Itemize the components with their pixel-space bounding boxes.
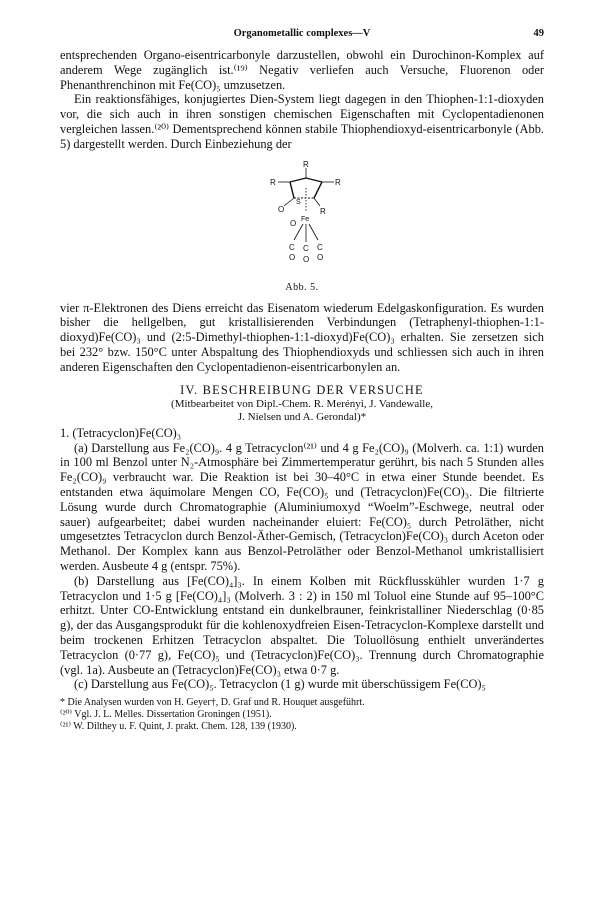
page-number: 49 [533, 28, 544, 39]
figure-caption: Abb. 5. [285, 281, 319, 293]
page [60, 28, 544, 733]
section-credit-line-1: (Mitbearbeitet von Dipl.-Chem. R. Merényi, J. Vandewalle, [171, 397, 433, 410]
label-s: S [296, 198, 301, 206]
paragraph-c: (c) Darstellung aus Fe(CO)₅. Tetracyclon (1 g) wurde mit überschüssigem Fe(CO)₅ [74, 677, 486, 692]
subsection-heading-1: 1. (Tetracyclon)Fe(CO)₃ [60, 425, 182, 440]
header-title: Organometallic complexes—V [233, 28, 371, 39]
thiophene-dioxide-fe-co3-structure [250, 160, 360, 278]
paragraph-a: (a) Darstellung aus Fe₂(CO)₉. 4 g Tetracyclon⁽²¹⁾ und 4 g Fe₂(CO)₉ (Molverh. ca. 1:1) wurden in 100 ml Benzol unter N₂-Atmosphäre bei Zimmertemperatur gerührt, bis nach 5 Stunden alles Fe₂(CO)₉ verbraucht war. Die Reaktion ist bei 30–40°C in etwa einer Stunde beendet. Es entstanden etwa äquimolare Mengen CO, Fe(CO)₅ und (Tetracyclon)Fe(CO)₃. Die filtrierte Lösung wurde durch Chromatographie (Aluminiumoxyd “Woelm”-Eschwege, neutral oder sauer) aufgearbeitet; dabei wurden nacheinander eluiert: Fe(CO)₅ durch Petroläther, nicht umgesetztes Tetracyclon durch Benzol-Äther-Gemisch, (Tetracyclon)Fe(CO)₃ durch Aceton oder Methanol. Der Komplex kann aus Benzol-Petroläther oder Benzol-Methanol umkristallisiert werden. Ausbeute 4 g (entspr. 75%). [60, 440, 544, 573]
footnote-21: ⁽²¹⁾ W. Dilthey u. F. Quint, J. prakt. Chem. 128, 139 (1930). [60, 721, 297, 733]
running-header [60, 28, 544, 48]
label-r-right: R [335, 177, 341, 187]
label-o-right: O [290, 218, 297, 228]
label-o1: O [289, 252, 296, 262]
label-o2: O [303, 254, 310, 264]
footnote-20: ⁽²⁰⁾ Vgl. J. L. Melles. Dissertation Groningen (1951). [60, 709, 272, 721]
label-o-left: O [278, 204, 285, 214]
label-r-top: R [303, 159, 309, 169]
label-c3: C [317, 242, 323, 252]
label-r-left: R [270, 177, 276, 187]
paragraph-3: vier π-Elektronen des Diens erreicht das Eisenatom wiederum Edelgaskonfiguration. Es wurden bisher die hellgelben, gut kristallisierenden Verbindungen (Tetraphenyl-thiophen-1:1-dioxyd)Fe(CO)₃ und (2:5-Dimethyl-thiophen-1:1-dioxyd)Fe(CO)₃ erhalten. Sie zersetzen sich bei 232° bzw. 150°C unter Abspaltung des Thiophendioxyds und schliessen sich auch in ihren anderen Eigenschaften den Cyclopentadienon-eisentricarbonylen an. [60, 300, 544, 374]
section-heading: IV. BESCHREIBUNG DER VERSUCHE [180, 382, 424, 397]
paragraph-b: (b) Darstellung aus [Fe(CO)₄]₃. In einem Kolben mit Rückflusskühler wurden 1·7 g Tetracyclon und 1·5 g [Fe(CO)₄]₃ (Molverh. 3 : 2) in 150 ml Toluol eine Stunde auf 95–100°C erhitzt. Unter CO-Entwicklung entstand ein dunkelbrauner, feinkristalliner Niederschlag (0·85 g), der das Ausgangsprodukt für die kohlenoxydfreien Eisen-Tetracyclon-Komplexe darstellt und beim trockenen Erhitzen Tetracyclon abspaltet. Die Toluollösung enthielt unverändertes Tetracyclon (0·77 g), Fe(CO)₅ und (Tetracyclon)Fe(CO)₃. Trennung durch Chromatographie (vgl. 1a). Ausbeute an (Tetracyclon)Fe(CO)₃ etwa 0·7 g. [60, 573, 544, 677]
label-r-lower: R [320, 206, 326, 216]
figure-abb-5 [60, 160, 544, 280]
paragraph-1: entsprechenden Organo-eisentricarbonyle darzustellen, obwohl ein Durochinon-Komplex auf anderem Wege zugänglich ist.⁽¹⁹⁾ Negativ verliefen auch Versuche, Fluorenon oder Phenanthrenchinon mit Fe(CO)₅ umzusetzen. [60, 48, 544, 92]
label-c1: C [289, 242, 295, 252]
section-credit-line-2: J. Nielsen und A. Gerondal)* [237, 410, 367, 423]
label-c2: C [303, 243, 309, 253]
label-o3: O [317, 252, 324, 262]
footnote-divider [60, 692, 190, 693]
footnote-star: * Die Analysen wurden von H. Geyer†, D. Graf und R. Houquet ausgeführt. [60, 697, 365, 709]
label-fe: Fe [301, 215, 310, 223]
paragraph-2: Ein reaktionsfähiges, konjugiertes Dien-System liegt dagegen in den Thiophen-1:1-dioxyden vor, die sich auch in ihren sonstigen chemischen Eigenschaften mit Cyclopentadienonen vergleichen lassen.⁽²⁰⁾ Dementsprechend können stabile Thiophendioxyd-eisentricarbonyle (Abb. 5) dargestellt werden. Durch Einbeziehung der [60, 92, 544, 151]
